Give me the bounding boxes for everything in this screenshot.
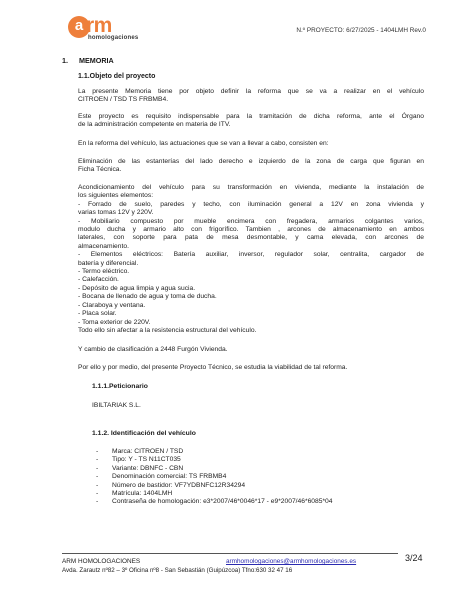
peticionario-value: IBILTARIAK S.L. — [92, 402, 141, 409]
text-line: En la reforma del vehículo, las actuaciones que se van a llevar a cabo, consisten en: — [78, 140, 329, 147]
text-line: Y cambio de clasificación a 2448 Furgón Vivienda. — [78, 346, 228, 353]
subsection-heading-peticionario: 1.1.1.Peticionario — [92, 383, 148, 390]
list-item: - Variante: DBNFC - CBN — [96, 464, 184, 472]
text-line: Eliminación de las estanterías del lado derecho e izquierdo de la zona de carga que figuran en — [78, 158, 424, 165]
list-item: - Denominación comercial: TS FRBMB4 — [96, 473, 227, 481]
text-line: laterales, con soporte para pata de mesa desmontable, y cama elevada, con arcones de — [78, 234, 424, 242]
text-line: - Termo eléctrico. — [78, 268, 130, 276]
vehicle-identification-list — [96, 448, 333, 507]
list-item-text: Número de bastidor: VF7YDBNFC12R34294 — [112, 481, 246, 489]
text-line: La presente Memoria tiene por objeto definir la reforma que se va a realizar en el vehículo — [78, 88, 424, 95]
list-item: - Contraseña de homologación: e3*2007/46*0046*17 - e9*2007/46*6085*04 — [96, 498, 333, 506]
text-line: - Placa solar. — [78, 310, 117, 318]
page-number: 3/24 — [405, 553, 423, 563]
paragraph-viabilidad — [78, 364, 424, 372]
subsection-heading-identificacion: 1.1.2. Identificación del vehículo — [92, 430, 196, 437]
text-line: los siguientes elementos: — [78, 192, 154, 200]
logo-subtitle: homologaciones — [88, 35, 139, 41]
text-line: de la administración competente en materia de ITV. — [78, 121, 231, 129]
text-line: - Bocana de llenado de agua y toma de ducha. — [78, 293, 217, 301]
text-line: Por ello y por medio, del presente Proyecto Técnico, se estudia la viabilidad de tal reforma. — [78, 364, 348, 371]
text-line: Todo ello sin afectar a la resistencia estructural del vehículo. — [78, 326, 257, 334]
list-item-text: Matrícula: 1404LMH — [112, 490, 173, 498]
company-logo — [68, 16, 158, 42]
footer-divider — [62, 553, 398, 554]
project-reference: N.º PROYECTO: 6/27/2025 - 1404LMH Rev.0 — [296, 27, 426, 34]
text-line: - Toma exterior de 220V. — [78, 318, 151, 326]
text-line: - Claraboya y ventana. — [78, 301, 146, 309]
text-line: varias tomas 12V y 220V. — [78, 209, 154, 217]
subsection-heading-objeto: 1.1.Objeto del proyecto — [78, 73, 156, 80]
list-item: - Matrícula: 1404LMH — [96, 490, 173, 498]
text-line: Acondicionamiento del vehículo para su transformación en vivienda, mediante la instalación de — [78, 184, 424, 191]
section-number: 1. — [62, 56, 68, 65]
footer-email-link[interactable]: armhomologaciones@armhomologaciones.es — [226, 558, 357, 565]
text-line: - Forrado de suelo, paredes y techo, con iluminación general a 12V en zona vivienda y — [78, 200, 424, 208]
text-line: - Calefacción. — [78, 276, 119, 284]
logo-mark: a — [68, 16, 90, 38]
text-line: almacenamiento. — [78, 242, 129, 250]
logo-wordmark: rm — [86, 14, 112, 37]
text-line: CITROEN / TSD TS FRBMB4. — [78, 96, 169, 104]
paragraph-objeto — [78, 88, 424, 105]
paragraph-actuaciones — [78, 140, 424, 148]
list-item-text: Denominación comercial: TS FRBMB4 — [112, 473, 227, 481]
text-line: - Mobiliario compuesto por mueble encimera con fregadera, armarios colgantes varios, — [78, 217, 424, 225]
footer-address: Avda. Zarautz nº82 – 3º Oficina nº8 - San Sebastián (Guipúzcoa) Tfno:630 32 47 16 — [62, 567, 293, 574]
text-line: Ficha Técnica. — [78, 166, 122, 174]
list-item: - Marca: CITROEN / TSD — [96, 448, 184, 455]
list-item-text: Tipo: Y - TS N11CT035 — [112, 456, 181, 464]
text-line: Este proyecto es requisito indispensable para la tramitación de dicha reforma, ante el Órgano — [78, 113, 424, 120]
text-line: batería y diferencial. — [78, 259, 139, 267]
paragraph-clasificacion — [78, 346, 424, 354]
footer-company: ARM HOMOLOGACIONES — [62, 558, 141, 565]
text-line: - Elementos eléctricos: Batería auxiliar, inversor, regulador solar, centralita, cargador de — [78, 251, 424, 259]
text-line: modulo ducha y armario alto con frigorífico. Tambien , arcones de almacenamiento en ambos — [78, 226, 424, 234]
section-title: MEMORIA — [79, 56, 114, 65]
paragraph-acondicionamiento — [78, 184, 424, 335]
list-item-text: Contraseña de homologación: e3*2007/46*0046*17 - e9*2007/46*6085*04 — [112, 498, 333, 506]
paragraph-eliminacion — [78, 158, 424, 175]
section-heading — [62, 56, 114, 65]
list-item: - Número de bastidor: VF7YDBNFC12R34294 — [96, 481, 246, 489]
paragraph-requisito — [78, 113, 424, 130]
list-item-text: Marca: CITROEN / TSD — [112, 448, 184, 455]
text-line: - Depósito de agua limpia y agua sucia. — [78, 284, 196, 292]
list-item-text: Variante: DBNFC - CBN — [112, 464, 184, 472]
list-item: - Tipo: Y - TS N11CT035 — [96, 456, 181, 464]
